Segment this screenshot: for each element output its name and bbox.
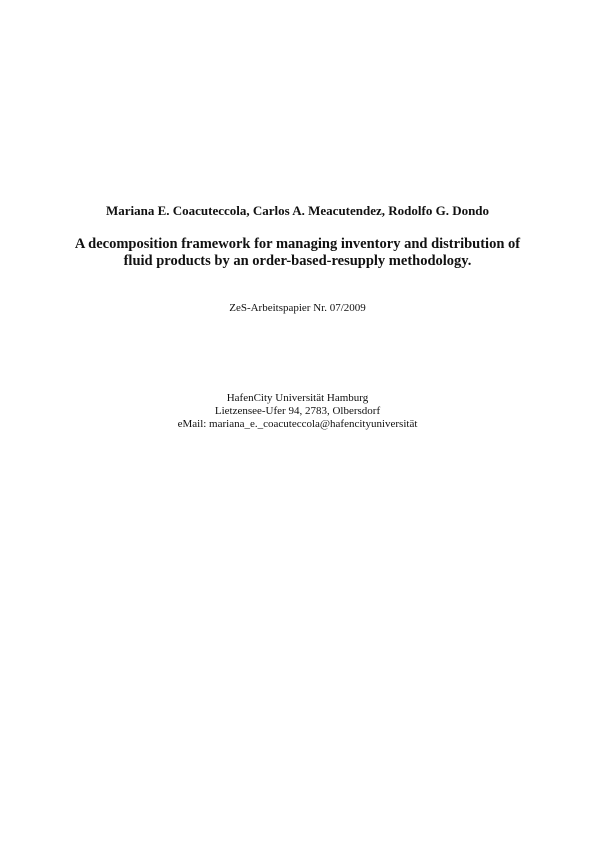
- street-address: Lietzensee-Ufer 94, 2783, Olbersdorf: [214, 405, 381, 417]
- author-list: Mariana E. Coacuteccola, Carlos A. Meacutendez, Rodolfo G. Dondo: [105, 203, 490, 218]
- contact-email: eMail: mariana_e._coacuteccola@hafencityuniversität: [177, 418, 418, 430]
- institution-name: HafenCity Universität Hamburg: [226, 392, 369, 404]
- paper-title-line-2: fluid products by an order-based-resupply methodology.: [123, 253, 472, 269]
- address-block: [0, 392, 595, 431]
- series-number: ZeS-Arbeitspapier Nr. 07/2009: [229, 302, 366, 314]
- paper-title: [40, 236, 555, 270]
- paper-title-line-1: A decomposition framework for managing inventory and distribution of: [74, 236, 521, 252]
